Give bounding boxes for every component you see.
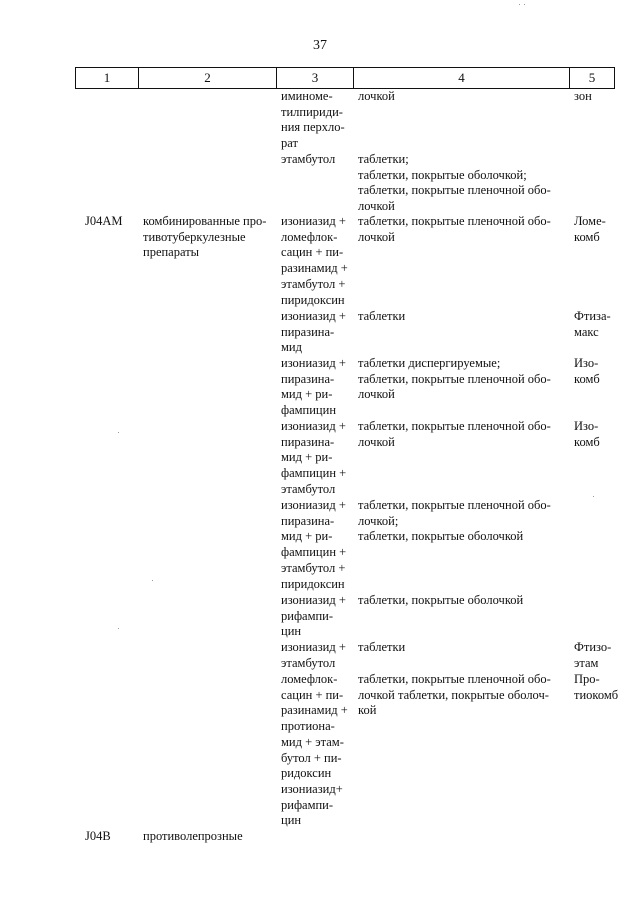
substance-cell: изониазид + пиразина- мид [281, 309, 346, 355]
dosage-form-cell: таблетки, покрытые пленочной обо- лочкой [358, 419, 551, 449]
header-col-1: 1 [76, 68, 139, 88]
table-row [75, 419, 635, 498]
atc-code-cell: J04AM [85, 214, 123, 228]
header-col-5: 5 [588, 70, 596, 85]
table-header-row [75, 67, 615, 89]
dosage-form-cell: таблетки [358, 309, 406, 323]
dosage-form-cell: таблетки, покрытые пленочной обо- лочкой [358, 214, 551, 244]
substance-cell: изониазид + пиразина- мид + ри- фампицин + этамбутол [281, 419, 347, 496]
group-name-cell: комбинированные про- тивотуберкулезные препараты [143, 214, 267, 260]
substance-cell: изониазид + этамбутол [281, 640, 346, 670]
substance-cell: изониазид + рифампи- цин [281, 593, 346, 639]
dosage-form-cell: таблетки, покрытые пленочной обо- лочкой; таблетки, покрытые оболочкой [358, 498, 551, 544]
group-name-cell: противолепрозные [143, 829, 243, 843]
header-col-4: 4 [354, 68, 570, 88]
page-number: 37 [313, 38, 327, 53]
atc-code-cell: J04B [85, 829, 111, 843]
trade-name-cell: Изо- комб [574, 419, 600, 449]
table-row [75, 152, 635, 214]
dosage-form-cell: лочкой [358, 89, 395, 103]
header-col-2: 2 [139, 68, 277, 88]
substance-cell: изониазид + ломефлок- сацин + пи- разинамид + этамбутол + пиридоксин [281, 214, 348, 307]
trade-name-cell: Изо- комб [574, 356, 600, 386]
dosage-form-cell: таблетки; таблетки, покрытые оболочкой; таблетки, покрытые пленочной обо- лочкой [358, 152, 551, 214]
substance-cell: этамбутол [281, 152, 336, 166]
scan-speck [519, 4, 520, 5]
trade-name-cell: Про- тиокомб [574, 672, 619, 702]
trade-name-cell: Ломе- комб [574, 214, 606, 244]
table-row [75, 640, 635, 672]
scan-speck [152, 580, 153, 581]
dosage-form-cell: таблетки диспергируемые; таблетки, покрытые пленочной обо- лочкой [358, 356, 551, 402]
scan-speck [118, 432, 119, 433]
table-row [75, 672, 635, 829]
table-row [75, 214, 635, 309]
dosage-form-cell: таблетки, покрытые пленочной обо- лочкой таблетки, покрытые оболоч- кой [358, 672, 551, 718]
scan-speck [118, 628, 119, 629]
substance-cell: иминоме- тилпириди- ния перхло- рат [281, 89, 345, 151]
trade-name-cell: Фтизо- этам [574, 640, 612, 670]
table-row [75, 89, 635, 152]
dosage-form-cell: таблетки, покрытые оболочкой [358, 593, 524, 607]
scan-speck [524, 4, 525, 5]
table-row [75, 356, 635, 419]
substance-cell: ломефлок- сацин + пи- разинамид + протиона- мид + этам- бутол + пи- ридоксин изониазид+ рифампи- цин [281, 672, 348, 828]
table-row [75, 829, 635, 849]
table-row [75, 309, 635, 356]
substance-cell: изониазид + пиразина- мид + ри- фампицин + этамбутол + пиридоксин [281, 498, 347, 591]
trade-name-cell: зон [574, 89, 592, 103]
dosage-form-cell: таблетки [358, 640, 406, 654]
trade-name-cell: Фтиза- макс [574, 309, 611, 339]
table-row [75, 593, 635, 640]
table-row [75, 498, 635, 593]
substance-cell: изониазид + пиразина- мид + ри- фампицин [281, 356, 346, 418]
table-body [75, 89, 635, 849]
scan-speck [593, 496, 594, 497]
header-col-3: 3 [277, 68, 354, 88]
